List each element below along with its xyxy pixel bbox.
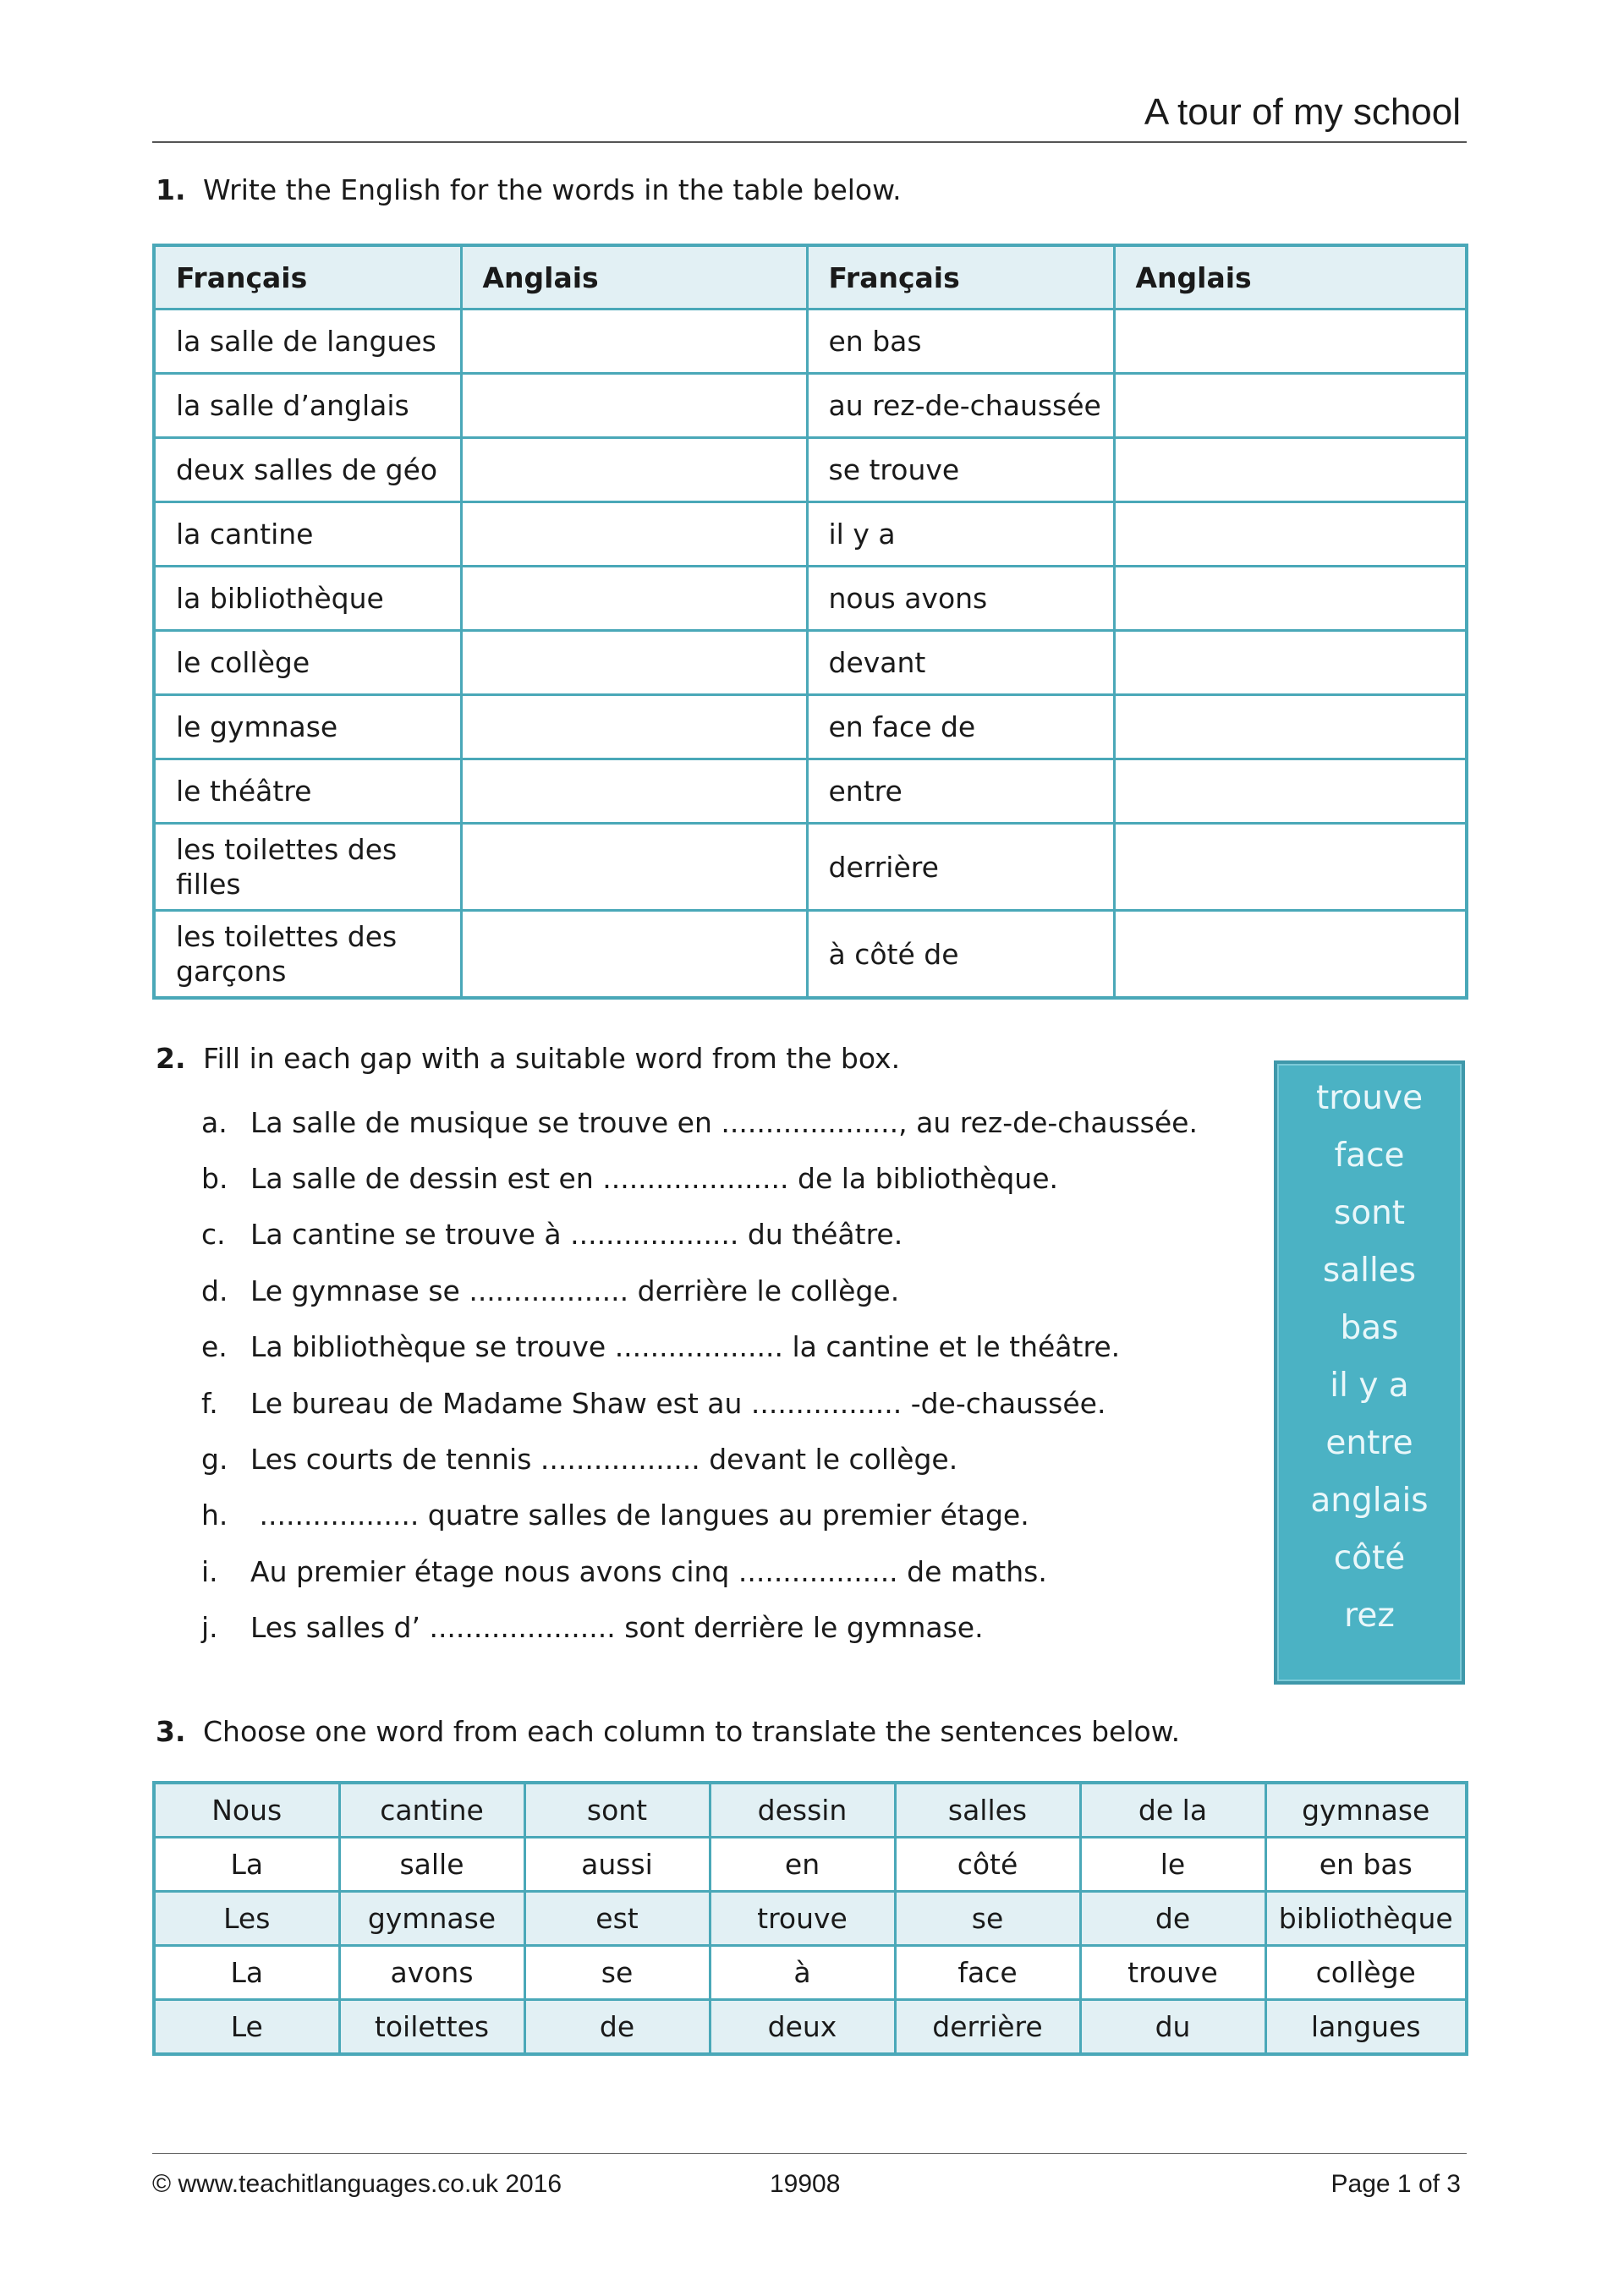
item-sentence: La cantine se trouve à ................... du théâtre. bbox=[250, 1218, 903, 1251]
table-row bbox=[154, 567, 1467, 631]
grid-word: trouve bbox=[1080, 1946, 1265, 2000]
table-row bbox=[154, 1838, 1467, 1892]
grid-word: en bas bbox=[1265, 1838, 1467, 1892]
english-answer-cell[interactable] bbox=[1114, 824, 1467, 911]
french-word: au rez-de-chaussée bbox=[807, 374, 1114, 438]
vocabulary-table bbox=[152, 244, 1468, 1000]
table-row bbox=[154, 824, 1467, 911]
grid-word: sont bbox=[524, 1783, 710, 1838]
question-3-number: 3. bbox=[156, 1715, 186, 1748]
table-row bbox=[154, 911, 1467, 999]
vocabulary-table-header bbox=[154, 245, 1467, 310]
english-answer-cell[interactable] bbox=[461, 824, 807, 911]
item-letter: b. bbox=[201, 1162, 228, 1195]
footer-rule bbox=[152, 2153, 1467, 2154]
word-box-word: sont bbox=[1333, 1194, 1406, 1232]
english-answer-cell[interactable] bbox=[461, 911, 807, 999]
grid-word: Les bbox=[154, 1892, 339, 1946]
word-grid-table bbox=[152, 1781, 1468, 2056]
table-row bbox=[154, 438, 1467, 502]
grid-word: Le bbox=[154, 2000, 339, 2055]
word-box bbox=[1274, 1060, 1465, 1685]
table-row bbox=[154, 310, 1467, 374]
list-item bbox=[201, 1387, 1106, 1420]
item-sentence: Les salles d’ ..................... sont derrière le gymnase. bbox=[250, 1611, 984, 1644]
english-answer-cell[interactable] bbox=[1114, 911, 1467, 999]
grid-word: est bbox=[524, 1892, 710, 1946]
word-box-word: rez bbox=[1344, 1597, 1395, 1635]
english-answer-cell[interactable] bbox=[1114, 695, 1467, 759]
question-2-number: 2. bbox=[156, 1042, 186, 1075]
grid-word: face bbox=[895, 1946, 1080, 2000]
grid-word: La bbox=[154, 1946, 339, 2000]
table-row bbox=[154, 695, 1467, 759]
question-1 bbox=[156, 173, 902, 206]
english-answer-cell[interactable] bbox=[1114, 567, 1467, 631]
word-box-word: face bbox=[1334, 1137, 1405, 1175]
grid-word: deux bbox=[710, 2000, 895, 2055]
english-answer-cell[interactable] bbox=[461, 759, 807, 824]
grid-word: dessin bbox=[710, 1783, 895, 1838]
grid-word: à bbox=[710, 1946, 895, 2000]
grid-word: salles bbox=[895, 1783, 1080, 1838]
word-box-word: trouve bbox=[1315, 1079, 1424, 1117]
french-word: en bas bbox=[807, 310, 1114, 374]
french-word: la cantine bbox=[154, 502, 461, 567]
table-row bbox=[154, 1783, 1467, 1838]
list-item bbox=[201, 1499, 1029, 1532]
word-box-word: entre bbox=[1325, 1424, 1413, 1462]
french-word: la salle d’anglais bbox=[154, 374, 461, 438]
list-item bbox=[201, 1218, 903, 1251]
grid-word: en bbox=[710, 1838, 895, 1892]
english-answer-cell[interactable] bbox=[461, 502, 807, 567]
header-anglais: Anglais bbox=[461, 245, 807, 310]
table-row bbox=[154, 374, 1467, 438]
table-row bbox=[154, 759, 1467, 824]
grid-word: trouve bbox=[710, 1892, 895, 1946]
french-word: la salle de langues bbox=[154, 310, 461, 374]
french-word: deux salles de géo bbox=[154, 438, 461, 502]
item-sentence: La bibliothèque se trouve ................... la cantine et le théâtre. bbox=[250, 1330, 1121, 1363]
english-answer-cell[interactable] bbox=[461, 438, 807, 502]
question-2-instruction: Fill in each gap with a suitable word from the box. bbox=[203, 1042, 901, 1075]
item-letter: d. bbox=[201, 1274, 228, 1307]
table-row bbox=[154, 1892, 1467, 1946]
grid-word: de bbox=[524, 2000, 710, 2055]
word-box-word: salles bbox=[1322, 1252, 1417, 1290]
french-word: derrière bbox=[807, 824, 1114, 911]
english-answer-cell[interactable] bbox=[1114, 631, 1467, 695]
french-word: le théâtre bbox=[154, 759, 461, 824]
french-word: devant bbox=[807, 631, 1114, 695]
grid-word: La bbox=[154, 1838, 339, 1892]
item-sentence: Le bureau de Madame Shaw est au ................. -de-chaussée. bbox=[250, 1387, 1106, 1420]
footer-code: 19908 bbox=[770, 2170, 841, 2198]
french-word: entre bbox=[807, 759, 1114, 824]
header-francais: Français bbox=[807, 245, 1114, 310]
list-item bbox=[201, 1443, 957, 1476]
word-box-word: bas bbox=[1340, 1309, 1399, 1347]
list-item bbox=[201, 1106, 1198, 1139]
header-anglais: Anglais bbox=[1114, 245, 1467, 310]
grid-word: langues bbox=[1265, 2000, 1467, 2055]
item-sentence: Au premier étage nous avons cinq .................. de maths. bbox=[250, 1555, 1047, 1588]
gap-fill-list bbox=[201, 1106, 1250, 1664]
footer-copyright: © www.teachitlanguages.co.uk 2016 bbox=[152, 2170, 562, 2198]
english-answer-cell[interactable] bbox=[1114, 438, 1467, 502]
list-item bbox=[201, 1162, 1058, 1195]
word-box-word: il y a bbox=[1330, 1367, 1409, 1405]
grid-word: Nous bbox=[154, 1783, 339, 1838]
english-answer-cell[interactable] bbox=[461, 310, 807, 374]
table-row bbox=[154, 2000, 1467, 2055]
grid-word: aussi bbox=[524, 1838, 710, 1892]
english-answer-cell[interactable] bbox=[461, 631, 807, 695]
french-word: nous avons bbox=[807, 567, 1114, 631]
english-answer-cell[interactable] bbox=[1114, 310, 1467, 374]
header-francais: Français bbox=[154, 245, 461, 310]
header-rule bbox=[152, 141, 1467, 143]
item-letter: c. bbox=[201, 1218, 226, 1251]
item-letter: j. bbox=[201, 1611, 218, 1644]
item-letter: g. bbox=[201, 1443, 228, 1476]
grid-word: derrière bbox=[895, 2000, 1080, 2055]
english-answer-cell[interactable] bbox=[461, 695, 807, 759]
grid-word: le bbox=[1080, 1838, 1265, 1892]
grid-word: salle bbox=[339, 1838, 524, 1892]
grid-word: se bbox=[895, 1892, 1080, 1946]
list-item bbox=[201, 1555, 1047, 1588]
item-letter: f. bbox=[201, 1387, 218, 1420]
grid-word: côté bbox=[895, 1838, 1080, 1892]
item-letter: a. bbox=[201, 1106, 228, 1139]
grid-word: gymnase bbox=[339, 1892, 524, 1946]
word-box-word: anglais bbox=[1310, 1482, 1429, 1520]
list-item bbox=[201, 1611, 984, 1644]
item-letter: i. bbox=[201, 1555, 218, 1588]
word-box-word: côté bbox=[1333, 1539, 1406, 1577]
item-sentence: La salle de musique se trouve en ...................., au rez-de-chaussée. bbox=[250, 1106, 1198, 1139]
grid-word: de la bbox=[1080, 1783, 1265, 1838]
french-word: en face de bbox=[807, 695, 1114, 759]
item-sentence: Le gymnase se .................. derrière le collège. bbox=[250, 1274, 900, 1307]
footer-page-number: Page 1 of 3 bbox=[1330, 2170, 1461, 2198]
english-answer-cell[interactable] bbox=[1114, 502, 1467, 567]
item-sentence: .................. quatre salles de langues au premier étage. bbox=[250, 1499, 1029, 1532]
english-answer-cell[interactable] bbox=[1114, 759, 1467, 824]
grid-word: se bbox=[524, 1946, 710, 2000]
english-answer-cell[interactable] bbox=[461, 374, 807, 438]
grid-word: bibliothèque bbox=[1265, 1892, 1467, 1946]
question-1-instruction: Write the English for the words in the table below. bbox=[203, 173, 902, 206]
english-answer-cell[interactable] bbox=[1114, 374, 1467, 438]
question-1-number: 1. bbox=[156, 173, 186, 206]
item-letter: e. bbox=[201, 1330, 228, 1363]
question-3 bbox=[156, 1715, 1180, 1748]
french-word: le gymnase bbox=[154, 695, 461, 759]
english-answer-cell[interactable] bbox=[461, 567, 807, 631]
question-3-instruction: Choose one word from each column to translate the sentences below. bbox=[203, 1715, 1181, 1748]
french-word: à côté de bbox=[807, 911, 1114, 999]
question-2 bbox=[156, 1042, 900, 1075]
grid-word: gymnase bbox=[1265, 1783, 1467, 1838]
table-row bbox=[154, 1946, 1467, 2000]
grid-word: collège bbox=[1265, 1946, 1467, 2000]
french-word: les toilettes des garçons bbox=[154, 911, 461, 999]
item-letter: h. bbox=[201, 1499, 228, 1532]
french-word: les toilettes des filles bbox=[154, 824, 461, 911]
grid-word: cantine bbox=[339, 1783, 524, 1838]
item-sentence: Les courts de tennis .................. devant le collège. bbox=[250, 1443, 958, 1476]
french-word: se trouve bbox=[807, 438, 1114, 502]
french-word: le collège bbox=[154, 631, 461, 695]
grid-word: du bbox=[1080, 2000, 1265, 2055]
page-title: A tour of my school bbox=[1144, 91, 1461, 133]
item-sentence: La salle de dessin est en ..................... de la bibliothèque. bbox=[250, 1162, 1059, 1195]
french-word: la bibliothèque bbox=[154, 567, 461, 631]
list-item bbox=[201, 1274, 899, 1307]
grid-word: de bbox=[1080, 1892, 1265, 1946]
grid-word: avons bbox=[339, 1946, 524, 2000]
list-item bbox=[201, 1330, 1120, 1363]
table-row bbox=[154, 631, 1467, 695]
french-word: il y a bbox=[807, 502, 1114, 567]
grid-word: toilettes bbox=[339, 2000, 524, 2055]
table-row bbox=[154, 502, 1467, 567]
